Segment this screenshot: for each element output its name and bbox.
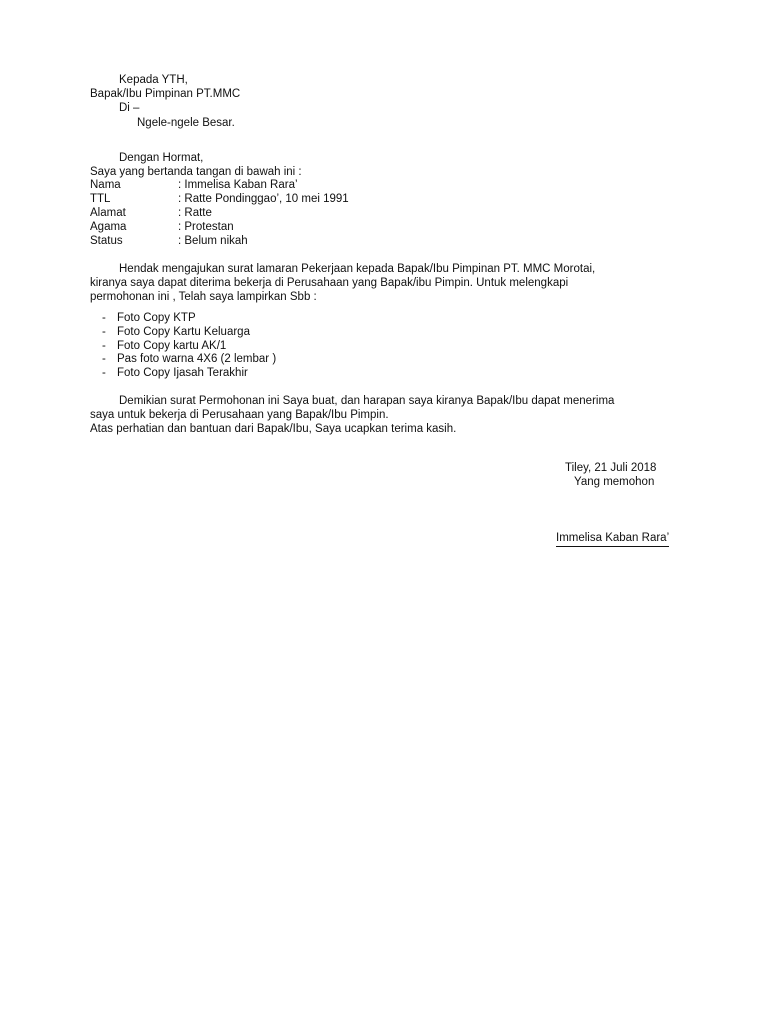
paragraph-1-line-1: Hendak mengajukan surat lamaran Pekerjaan kepada Bapak/Ibu Pimpinan PT. MMC Morotai, [119, 263, 596, 275]
bullet-dash: - [102, 367, 106, 379]
list-item-text: Foto Copy KTP [117, 312, 196, 324]
paragraph-2-line-2: saya untuk bekerja di Perusahaan yang Bapak/Ibu Pimpin. [90, 409, 389, 421]
paragraph-2-line-1: Demikian surat Permohonan ini Saya buat, dan harapan saya kiranya Bapak/Ibu dapat menerima [119, 395, 615, 407]
bullet-dash: - [102, 312, 106, 324]
field-label: Nama [90, 179, 121, 191]
recipient-greeting: Kepada YTH, [119, 74, 188, 86]
field-label: Agama [90, 221, 127, 233]
field-value: : Immelisa Kaban Rara’ [178, 179, 298, 191]
list-item-text: Foto Copy kartu AK/1 [117, 340, 227, 352]
place-date: Tiley, 21 Juli 2018 [565, 462, 657, 474]
recipient-di: Di – [119, 102, 140, 114]
field-label: Status [90, 235, 123, 247]
paragraph-1-line-2: kiranya saya dapat diterima bekerja di Perusahaan yang Bapak/ibu Pimpin. Untuk melengkapi [90, 277, 569, 289]
list-item-text: Foto Copy Ijasah Terakhir [117, 367, 248, 379]
applicant-name: Immelisa Kaban Rara’ [556, 531, 669, 547]
field-value: : Ratte [178, 207, 212, 219]
bullet-dash: - [102, 340, 106, 352]
recipient-place: Ngele-ngele Besar. [137, 117, 235, 129]
paragraph-2-line-3: Atas perhatian dan bantuan dari Bapak/Ibu, Saya ucapkan terima kasih. [90, 423, 457, 435]
list-item-text: Pas foto warna 4X6 (2 lembar ) [117, 353, 277, 365]
bullet-dash: - [102, 326, 106, 338]
field-label: Alamat [90, 207, 126, 219]
paragraph-1-line-3: permohonan ini , Telah saya lampirkan Sbb : [90, 291, 317, 303]
intro-line: Saya yang bertanda tangan di bawah ini : [90, 166, 302, 178]
field-value: : Protestan [178, 221, 234, 233]
recipient-name: Bapak/Ibu Pimpinan PT.MMC [90, 88, 241, 100]
field-value: : Belum nikah [178, 235, 248, 247]
field-label: TTL [90, 193, 111, 205]
applicant-label: Yang memohon [574, 476, 655, 488]
field-value: : Ratte Pondinggao’, 10 mei 1991 [178, 193, 349, 205]
salutation: Dengan Hormat, [119, 152, 204, 164]
list-item-text: Foto Copy Kartu Keluarga [117, 326, 250, 338]
bullet-dash: - [102, 353, 106, 365]
